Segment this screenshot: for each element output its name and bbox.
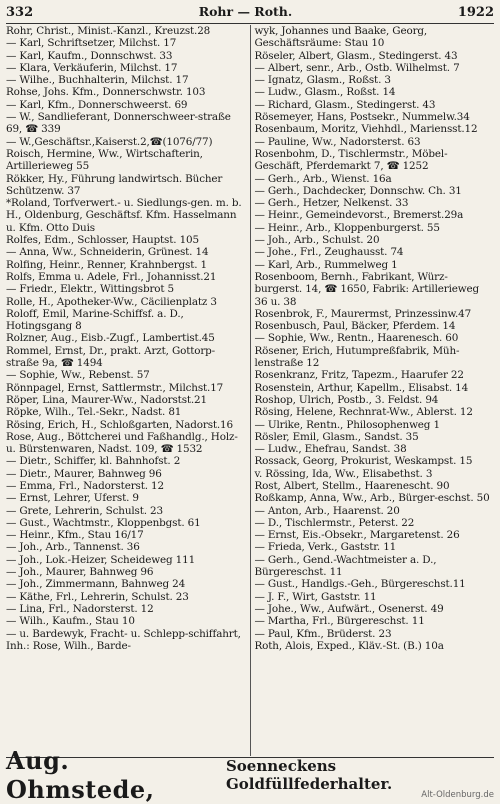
- directory-entry: — Johe., Ww., Aufwärt., Osenerst. 49: [254, 602, 444, 615]
- directory-entry: — Pauline, Ww., Nadorsterst. 63: [254, 135, 421, 148]
- ad-text: Soenneckens Goldfüllfederhalter.: [225, 757, 393, 793]
- ad-name: Aug. Ohmstede,: [6, 746, 155, 804]
- directory-entry: *Roland, Torfverwert.- u. Siedlungs-gen. m. b. H., Oldenburg, Geschäftsf. Kfm. Hasselmann u. Kfm. Otto Duis: [6, 197, 245, 234]
- directory-entry: Rosenbaum, Moritz, Viehhdl., Mariensst.12: [254, 123, 478, 136]
- directory-entry: — Käthe, Frl., Lehrerin, Schulst. 23: [6, 590, 189, 603]
- directory-entry: — Frieda, Verk., Gaststr. 11: [254, 541, 397, 554]
- directory-entry: — Wilh., Kaufm., Stau 10: [6, 615, 135, 628]
- directory-entry: Röper, Lina, Maurer-Ww., Nadorstst.21: [6, 393, 207, 406]
- directory-entry: Roloff, Emil, Marine-Schiffsf. a. D., Hotingsgang 8: [6, 307, 187, 333]
- directory-entry: — Ernst, Eis.-Obsekr., Margaretenst. 26: [254, 529, 460, 542]
- directory-entry: Rosenkranz, Fritz, Tapezm., Haarufer 22: [254, 369, 464, 382]
- directory-entry: Roßkamp, Anna, Ww., Arb., Bürger-eschst. 50: [254, 492, 490, 505]
- directory-entry: wyk, Johannes und Baake, Georg, Geschäftsräume: Stau 10: [254, 25, 431, 50]
- directory-entry: — Martha, Frl., Bürgereschst. 11: [254, 615, 425, 628]
- directory-entry: — Karl, Kaufm., Donnschwst. 33: [6, 49, 173, 62]
- page-header: [6, 4, 494, 22]
- directory-entry: — Anton, Arb., Haarenst. 20: [254, 504, 400, 517]
- directory-entry: — Gust., Handlgs.-Geh., Bürgereschst.11: [254, 578, 466, 591]
- directory-entry: Rönnpagel, Ernst, Sattlermstr., Milchst.17: [6, 381, 224, 394]
- directory-entry: Rösener, Erich, Hutumpreßfabrik, Müh-lenstraße 12: [254, 344, 460, 370]
- directory-entry: — Sophie, Ww., Rentn., Haarenesch. 60: [254, 332, 459, 345]
- directory-entry: — Joh., Zimmermann, Bahnweg 24: [6, 578, 186, 591]
- directory-entry: — Gerh., Dachdecker, Donnschw. Ch. 31: [254, 184, 462, 197]
- directory-entry: Rösemeyer, Hans, Postsekr., Nummelw.34: [254, 111, 470, 124]
- directory-entry: Rösler, Emil, Glasm., Sandst. 35: [254, 430, 419, 443]
- directory-entry: — W.,Geschäftsr.,Kaiserst.2,☎(1076/77): [6, 135, 213, 148]
- directory-entry: — Ignatz, Glasm., Roßst. 3: [254, 74, 391, 87]
- directory-entry: — Heinr., Gemeindevorst., Bremerst.29a: [254, 209, 464, 222]
- directory-entry: — Joh., Arb., Tannenst. 36: [6, 541, 140, 554]
- directory-entry: — Emma, Frl., Nadorsterst. 12: [6, 479, 164, 492]
- header-rule: [6, 23, 494, 24]
- directory-entry: — Lina, Frl., Nadorsterst. 12: [6, 602, 154, 615]
- directory-entry: Rolfing, Heinr., Renner, Krahnbergst. 1: [6, 258, 208, 271]
- directory-columns: [6, 25, 494, 756]
- directory-entry: Rolzner, Aug., Eisb.-Zugf., Lambertist.45: [6, 332, 215, 345]
- directory-entry: — Gust., Wachtmstr., Kloppenbgst. 61: [6, 516, 201, 529]
- directory-entry: Rost, Albert, Stellm., Haarenescht. 90: [254, 479, 450, 492]
- directory-entry: — Paul, Kfm., Brüderst. 23: [254, 627, 392, 640]
- directory-entry: Rosenbrok, F., Maurermst, Prinzessinw.47: [254, 307, 472, 320]
- directory-entry: — Gerh., Arb., Wienst. 16a: [254, 172, 392, 185]
- directory-entry: — Ulrike, Rentn., Philosophenweg 1: [254, 418, 440, 431]
- directory-entry: — D., Tischlermstr., Peterst. 22: [254, 516, 415, 529]
- directory-entry: — Heinr., Kfm., Stau 16/17: [6, 529, 144, 542]
- directory-entry: Rösing, Erich, H., Schloßgarten, Nadorst.16: [6, 418, 233, 431]
- directory-entry: — Dietr., Maurer, Bahnweg 96: [6, 467, 162, 480]
- directory-entry: Rosenstein, Arthur, Kapellm., Elisabst. 14: [254, 381, 469, 394]
- directory-entry: — Ludw., Glasm., Roßst. 14: [254, 86, 396, 99]
- directory-entry: Rohse, Johs. Kfm., Donnerschwstr. 103: [6, 86, 206, 99]
- directory-entry: — Joh., Lok.-Heizer, Scheideweg 111: [6, 553, 196, 566]
- directory-entry: — W., Sandlieferant, Donnerschweer-straße 69, ☎ 339: [6, 111, 234, 136]
- directory-entry: — Ludw., Ehefrau, Sandst. 38: [254, 443, 407, 456]
- directory-entry: — Wilhe., Buchhalterin, Milchst. 17: [6, 74, 189, 87]
- directory-entry: Roth, Alois, Exped., Kläv.-St. (B.) 10a: [254, 639, 444, 652]
- directory-entry: — Ernst, Lehrer, Uferst. 9: [6, 492, 139, 505]
- directory-entry: Rossack, Georg, Prokurist, Weskampst. 15: [254, 455, 473, 468]
- directory-entry: — Joh., Maurer, Bahnweg 96: [6, 566, 154, 579]
- left-column: [6, 25, 251, 756]
- directory-entry: — Klara, Verkäuferin, Milchst. 17: [6, 61, 178, 74]
- directory-entry: Rolfes, Edm., Schlosser, Hauptst. 105: [6, 234, 199, 247]
- directory-entry: — Johe., Frl., Zeughausst. 74: [254, 246, 404, 259]
- directory-entry: — Anna, Ww., Schneiderin, Grünest. 14: [6, 246, 209, 259]
- directory-entry: — Joh., Arb., Schulst. 20: [254, 234, 380, 247]
- directory-entry: — J. F., Wirt, Gaststr. 11: [254, 590, 377, 603]
- directory-entry: — Grete, Lehrerin, Schulst. 23: [6, 504, 163, 517]
- directory-entry: Rosenboom, Bernh., Fabrikant, Würz-burgerst. 14, ☎ 1650, Fabrik: Artillerieweg 36 u. 38: [254, 270, 483, 308]
- directory-entry: — Karl, Arb., Rummelweg 1: [254, 258, 398, 271]
- directory-entry: Rosenbusch, Paul, Bäcker, Pferdem. 14: [254, 320, 456, 333]
- watermark: Alt-Oldenburg.de: [421, 790, 494, 800]
- page-number: 332: [6, 5, 34, 20]
- directory-entry: Roisch, Hermine, Ww., Wirtschafterin, Artillerieweg 55: [6, 147, 206, 173]
- directory-entry: — Heinr., Arb., Kloppenburgerst. 55: [254, 221, 440, 234]
- directory-entry: — Albert, senr., Arb., Ostb. Wilhelmst. 7: [254, 61, 460, 74]
- directory-entry: Roshop, Ulrich, Postb., 3. Feldst. 94: [254, 393, 439, 406]
- directory-entry: — Dietr., Schiffer, kl. Bahnhofst. 2: [6, 455, 181, 468]
- directory-entry: — Gerh., Hetzer, Nelkenst. 33: [254, 197, 409, 210]
- directory-entry: — u. Bardewyk, Fracht- u. Schlepp-schiffahrt, Inh.: Rose, Wilh., Barde-: [6, 627, 244, 652]
- directory-entry: — Sophie, Ww., Rebenst. 57: [6, 369, 150, 382]
- directory-entry: Rolfs, Emma u. Adele, Frl., Johannisst.21: [6, 270, 217, 283]
- right-column: [251, 25, 495, 756]
- year: 1922: [457, 5, 494, 20]
- directory-entry: Röpke, Wilh., Tel.-Sekr., Nadst. 81: [6, 406, 182, 419]
- directory-entry: Rösing, Helene, Rechnrat-Ww., Ablerst. 12: [254, 406, 473, 419]
- directory-entry: — Friedr., Elektr., Wittingsbrot 5: [6, 283, 175, 296]
- directory-entry: Rolle, H., Apotheker-Ww., Cäcilienplatz 3: [6, 295, 217, 308]
- directory-entry: Rose, Aug., Böttcherei und Faßhandlg., Holz- u. Bürstenwaren, Nadst. 109, ☎ 1532: [6, 430, 241, 456]
- directory-entry: Röseler, Albert, Glasm., Stedingerst. 43: [254, 49, 458, 62]
- directory-entry: Rosenbohm, D., Tischlermstr., Möbel-Geschäft, Pferdemarkt 7, ☎ 1252: [254, 147, 448, 173]
- directory-entry: — Karl, Kfm., Donnerschweerst. 69: [6, 98, 188, 111]
- directory-entry: v. Rössing, Ida, Ww., Elisabethst. 3: [254, 467, 433, 480]
- directory-entry: — Gerh., Gend.-Wachtmeister a. D., Bürgereschst. 11: [254, 553, 440, 579]
- directory-entry: — Richard, Glasm., Stedingerst. 43: [254, 98, 436, 111]
- running-head: Rohr — Roth.: [198, 4, 293, 19]
- directory-entry: Rökker, Hy., Führung landwirtsch. Bücher Schützenw. 37: [6, 172, 226, 197]
- directory-entry: Rommel, Ernst, Dr., prakt. Arzt, Gottorp-straße 9a, ☎ 1494: [6, 344, 216, 370]
- directory-entry: — Karl, Schriftsetzer, Milchst. 17: [6, 37, 177, 50]
- directory-entry: Rohr, Christ., Minist.-Kanzl., Kreuzst.28: [6, 25, 211, 37]
